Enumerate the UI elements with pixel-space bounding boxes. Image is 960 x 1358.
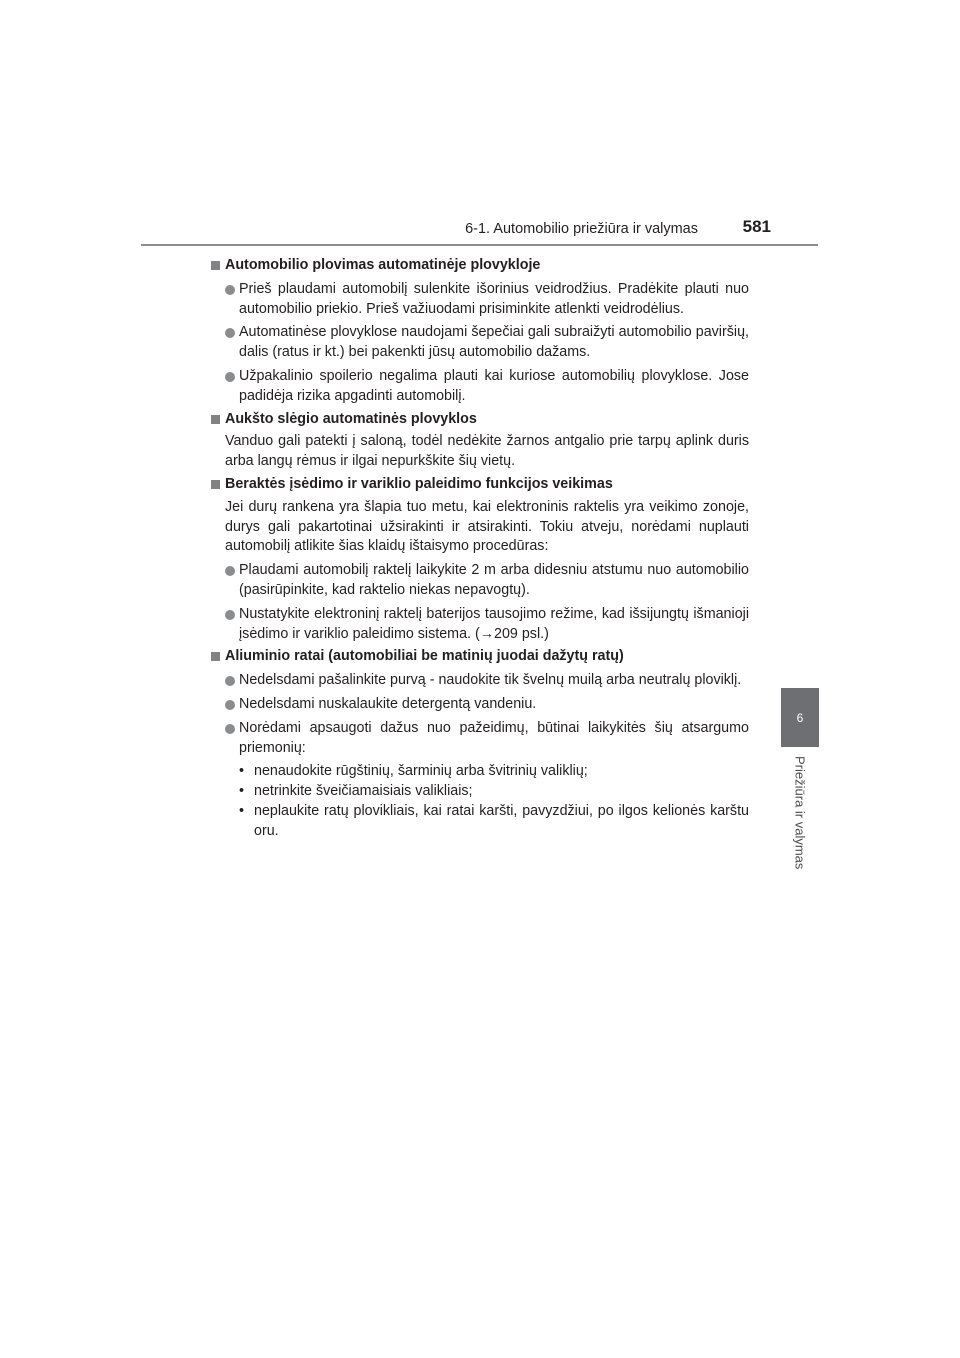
list-item: Nustatykite elektroninį raktelį baterijos tausojimo režime, kad išsijungtų išmanioji įsėdimo ir variklio paleidimo sistema. (→209 psl.) <box>209 605 749 645</box>
square-bullet-icon <box>211 261 220 270</box>
header-rule <box>141 244 818 246</box>
chapter-number: 6 <box>796 710 804 725</box>
dot-bullet-icon: • <box>239 802 245 819</box>
list-item: Plaudami automobilį raktelį laikykite 2 m arba didesniu atstumu nuo automobilio (pasirūpinkite, kad raktelio niekas nepavogtų). <box>209 561 749 601</box>
page-number: 581 <box>742 217 771 236</box>
circle-bullet-icon <box>225 285 235 295</box>
dot-bullet-icon: • <box>239 783 245 800</box>
chapter-label: Priežiūra ir valymas <box>792 756 808 870</box>
square-bullet-icon <box>211 415 220 424</box>
circle-bullet-icon <box>225 724 235 734</box>
section-heading: Beraktės įsėdimo ir variklio paleidimo funkcijos veikimas <box>209 475 749 495</box>
section-heading: Aukšto slėgio automatinės plovyklos <box>209 410 749 430</box>
circle-bullet-icon <box>225 566 235 576</box>
sub-list <box>209 762 749 841</box>
circle-bullet-icon <box>225 676 235 686</box>
list-item: Nedelsdami nuskalaukite detergentą vandeniu. <box>209 695 749 715</box>
square-bullet-icon <box>211 480 220 489</box>
section-title: 6-1. Automobilio priežiūra ir valymas <box>465 221 698 237</box>
list-item: Automatinėse plovyklose naudojami šepečiai gali subraižyti automobilio paviršių, dalis (ratus ir kt.) bei pakenkti jūsų automobilio dažams. <box>209 323 749 363</box>
section-heading: Aliuminio ratai (automobiliai be matinių juodai dažytų ratų) <box>209 647 749 667</box>
circle-bullet-icon <box>225 610 235 620</box>
section-heading: Automobilio plovimas automatinėje plovykloje <box>209 256 749 276</box>
square-bullet-icon <box>211 652 220 661</box>
page-header <box>141 214 818 246</box>
sub-list-item: • nenaudokite rūgštinių, šarminių arba švitrinių valiklių; <box>239 762 749 782</box>
sub-list-item: • netrinkite šveičiamaisiais valikliais; <box>239 782 749 802</box>
chapter-tab <box>781 688 819 747</box>
paragraph: Vanduo gali patekti į saloną, todėl nedėkite žarnos antgalio prie tarpų aplink duris arba langų rėmus ir ilgai nepurkškite šių vietų. <box>225 433 749 470</box>
list-item: Nedelsdami pašalinkite purvą - naudokite tik švelnų muilą arba neutralų ploviklį. <box>209 671 749 691</box>
list-item: Užpakalinio spoilerio negalima plauti kai kuriose automobilių plovyklose. Jose padidėja rizika apgadinti automobilį. <box>209 367 749 407</box>
page-content <box>209 253 749 842</box>
chapter-label-container <box>781 756 819 886</box>
list-item: Prieš plaudami automobilį sulenkite išorinius veidrodžius. Pradėkite plauti nuo automobilio priekio. Prieš važiuodami prisiminkite atlenkti veidrodėlius. <box>209 280 749 320</box>
sub-list-item: • neplaukite ratų plovikliais, kai ratai karšti, pavyzdžiui, po ilgos kelionės karštu oru. <box>239 802 749 839</box>
list-item: Norėdami apsaugoti dažus nuo pažeidimų, būtinai laikykitės šių atsargumo priemonių: <box>209 719 749 759</box>
paragraph: Jei durų rankena yra šlapia tuo metu, kai elektroninis raktelis yra veikimo zonoje, durys gali pakartotinai užsirakinti ir atsirakinti. Tokiu atveju, norėdami nuplauti automobilį atlikite šias klaidų ištaisymo procedūras: <box>225 498 749 555</box>
dot-bullet-icon: • <box>239 763 245 780</box>
circle-bullet-icon <box>225 372 235 382</box>
circle-bullet-icon <box>225 700 235 710</box>
circle-bullet-icon <box>225 328 235 338</box>
